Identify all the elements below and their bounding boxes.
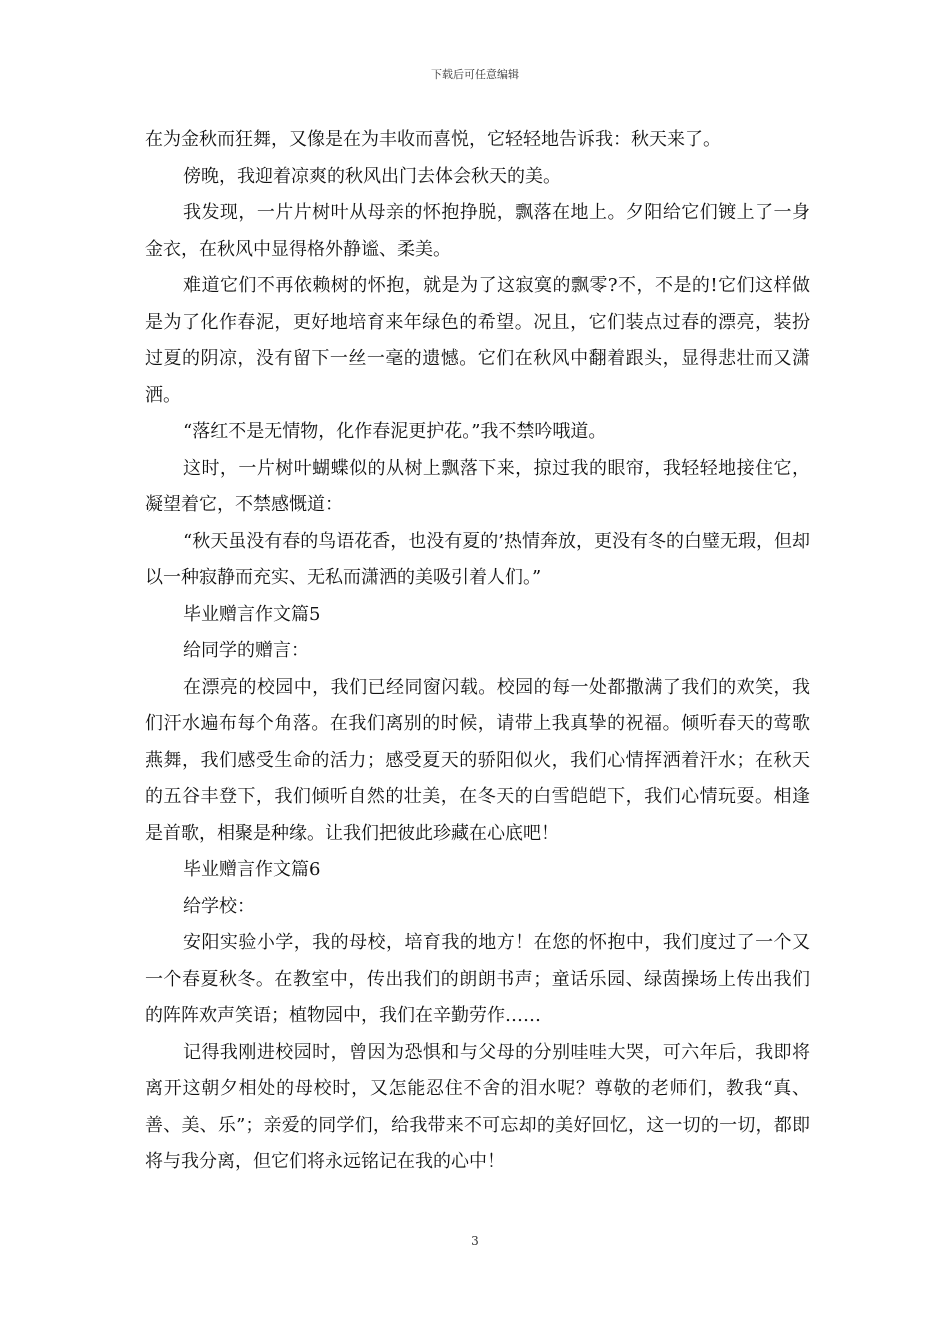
paragraph: 安阳实验小学，我的母校，培育我的地方！在您的怀抱中，我们度过了一个又一个春夏秋冬。在教室中，传出我们的朗朗书声；童话乐园、绿茵操场上传出我们的阵阵欢声笑语；植物园中，我们在辛勤劳作…… bbox=[145, 932, 810, 1026]
paragraph: 给学校： bbox=[183, 895, 255, 917]
document-body bbox=[145, 122, 810, 1181]
page-header: 下载后可任意编辑 bbox=[431, 68, 519, 81]
section-heading: 毕业赠言作文篇5 bbox=[183, 603, 321, 625]
paragraph: 在漂亮的校园中，我们已经同窗闪载。校园的每一处都撒满了我们的欢笑，我们汗水遍布每个角落。在我们离别的时候，请带上我真挚的祝福。倾听春天的莺歌燕舞，我们感受生命的活力；感受夏天的骄阳似火，我们心情挥洒着汗水；在秋天的五谷丰登下，我们倾听自然的壮美，在冬天的白雪皑皑下，我们心情玩耍。相逢是首歌，相聚是种缘。让我们把彼此珍藏在心底吧！ bbox=[145, 676, 810, 844]
paragraph: 傍晚，我迎着凉爽的秋风出门去体会秋天的美。 bbox=[183, 165, 561, 187]
paragraph: 在为金秋而狂舞，又像是在为丰收而喜悦，它轻轻地告诉我：秋天来了。 bbox=[145, 129, 721, 150]
paragraph: 记得我刚进校园时，曾因为恐惧和与父母的分别哇哇大哭，可六年后，我即将离开这朝夕相处的母校时，又怎能忍住不舍的泪水呢？尊敬的老师们，教我“真、善、美、乐”；亲爱的同学们，给我带来不可忘却的美好回忆，这一切的一切，都即将与我分离，但它们将永远铭记在我的心中！ bbox=[145, 1041, 810, 1172]
paragraph: 给同学的赠言： bbox=[183, 640, 309, 661]
section-heading: 毕业赠言作文篇6 bbox=[183, 859, 321, 880]
quote-paragraph: “秋天虽没有春的鸟语花香，也没有夏的’热情奔放，更没有冬的白璧无瑕，但却以一种寂静而充实、无私而潇洒的美吸引着人们。” bbox=[145, 530, 810, 588]
paragraph: 这时，一片树叶蝴蝶似的从树上飘落下来，掠过我的眼帘，我轻轻地接住它，凝望着它，不禁感慨道： bbox=[145, 457, 810, 515]
paragraph: 我发现，一片片树叶从母亲的怀抱挣脱，飘落在地上。夕阳给它们镀上了一身金衣，在秋风中显得格外静谧、柔美。 bbox=[145, 202, 810, 260]
page-number: 3 bbox=[471, 1234, 479, 1248]
paragraph: 难道它们不再依赖树的怀抱，就是为了这寂寞的飘零?不，不是的!它们这样做是为了化作春泥，更好地培育来年绿色的希望。况且，它们装点过春的漂亮，装扮过夏的阴凉，没有留下一丝一毫的遗憾。它们在秋风中翻着跟头，显得悲壮而又潇洒。 bbox=[145, 275, 810, 406]
paragraph: “落红不是无情物，化作春泥更护花。”我不禁吟哦道。 bbox=[183, 421, 607, 442]
